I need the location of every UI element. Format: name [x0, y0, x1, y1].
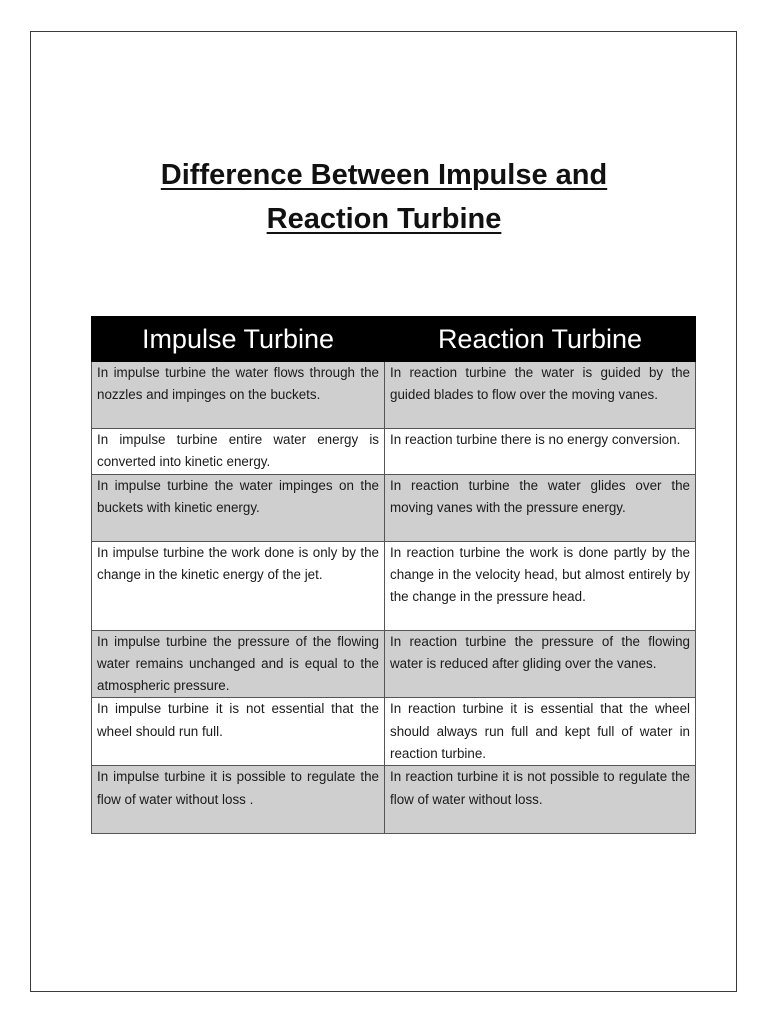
title-line-1: Difference Between Impulse and	[160, 159, 608, 191]
table-row	[92, 362, 696, 429]
header-impulse-turbine: Impulse Turbine	[92, 317, 385, 362]
impulse-cell: In impulse turbine the work done is only by the change in the kinetic energy of the jet.	[92, 541, 385, 630]
comparison-table	[91, 316, 696, 834]
impulse-cell: In impulse turbine it is not essential that the wheel should run full.	[92, 698, 385, 766]
table-row	[92, 474, 696, 541]
reaction-cell: In reaction turbine it is essential that the wheel should always run full and kept full of water in reaction turbine.	[385, 698, 696, 766]
table-row	[92, 698, 696, 766]
reaction-cell: In reaction turbine there is no energy conversion.	[385, 429, 696, 475]
impulse-cell: In impulse turbine entire water energy is converted into kinetic energy.	[92, 429, 385, 475]
reaction-cell: In reaction turbine it is not possible to regulate the flow of water without loss.	[385, 766, 696, 834]
impulse-cell: In impulse turbine it is possible to regulate the flow of water without loss .	[92, 766, 385, 834]
reaction-cell: In reaction turbine the water is guided by the guided blades to flow over the moving vanes.	[385, 362, 696, 429]
table-row	[92, 766, 696, 834]
table-header-row	[92, 317, 696, 362]
table-row	[92, 429, 696, 475]
table-row	[92, 630, 696, 698]
table-row	[92, 541, 696, 630]
header-reaction-turbine: Reaction Turbine	[385, 317, 696, 362]
impulse-cell: In impulse turbine the water flows through the nozzles and impinges on the buckets.	[92, 362, 385, 429]
reaction-cell: In reaction turbine the pressure of the flowing water is reduced after gliding over the vanes.	[385, 630, 696, 698]
impulse-cell: In impulse turbine the pressure of the flowing water remains unchanged and is equal to the atmospheric pressure.	[92, 630, 385, 698]
impulse-cell: In impulse turbine the water impinges on the buckets with kinetic energy.	[92, 474, 385, 541]
reaction-cell: In reaction turbine the work is done partly by the change in the velocity head, but almost entirely by the change in the pressure head.	[385, 541, 696, 630]
reaction-cell: In reaction turbine the water glides over the moving vanes with the pressure energy.	[385, 474, 696, 541]
title-line-2: Reaction Turbine	[266, 203, 502, 235]
page-title	[0, 153, 768, 241]
